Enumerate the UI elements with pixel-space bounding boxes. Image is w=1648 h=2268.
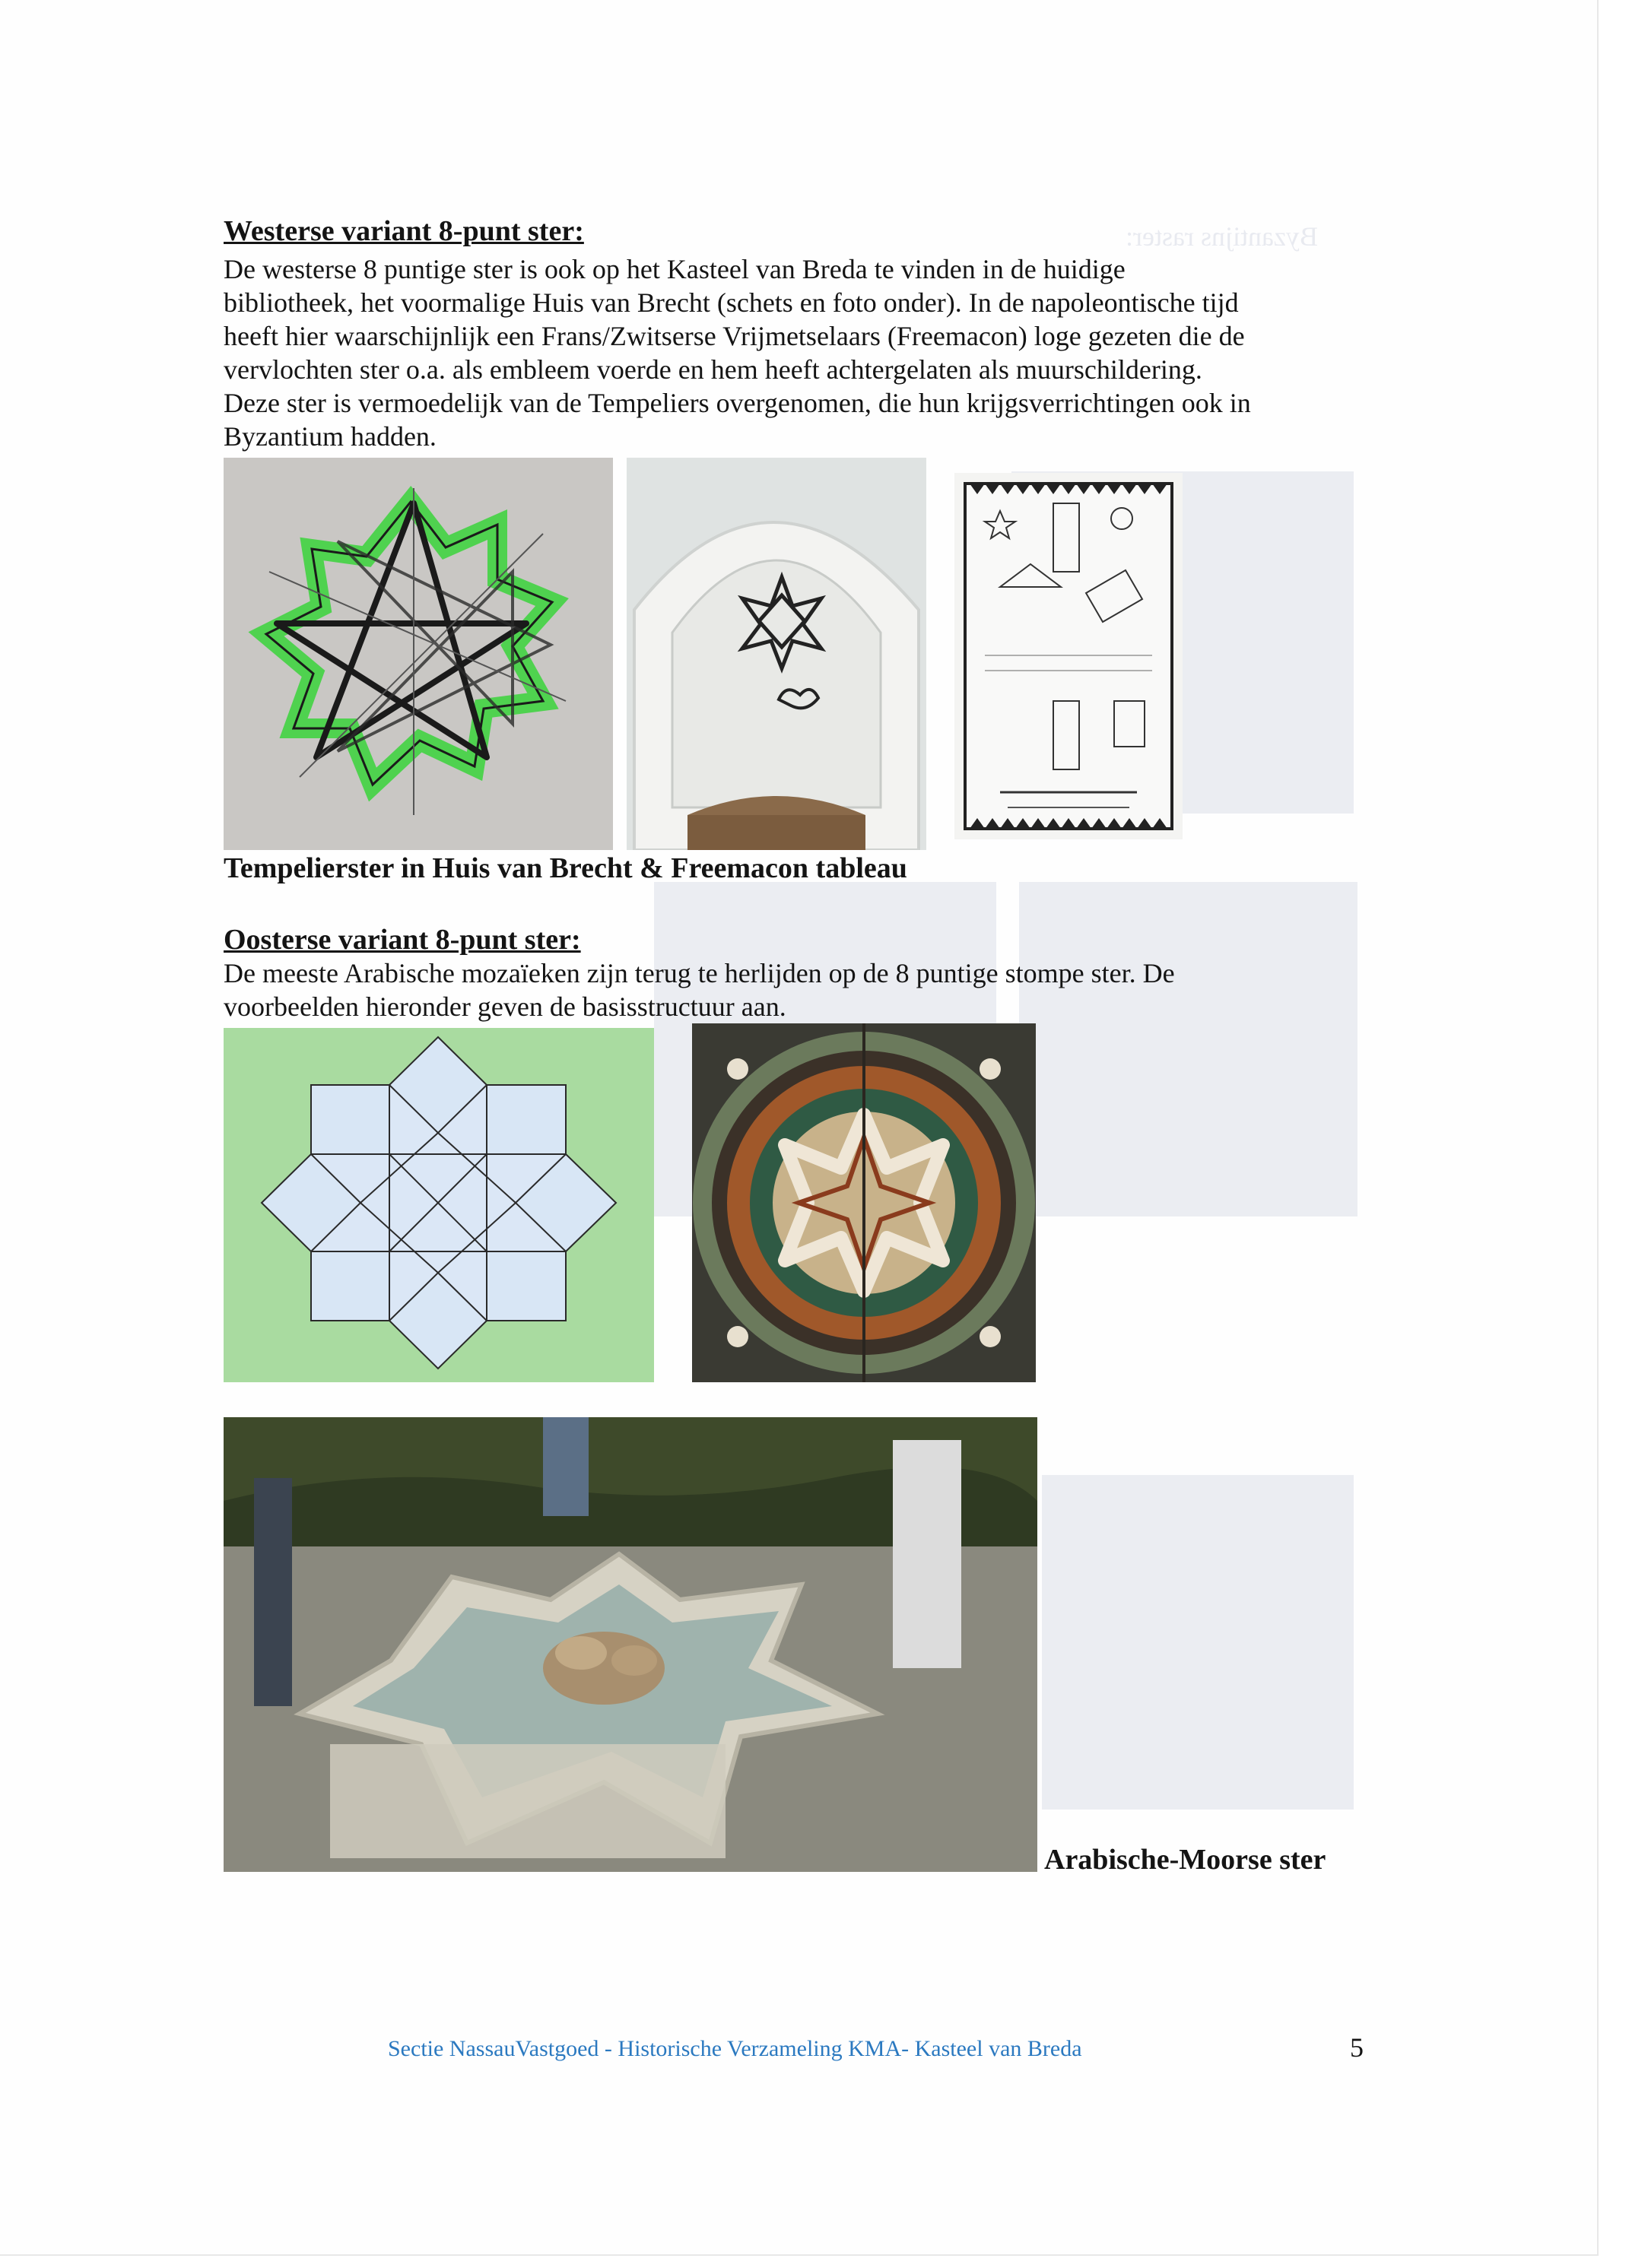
paragraph-line: De westerse 8 puntige ster is ook op het Kasteel van Breda te vinden in de huidige (224, 254, 1126, 284)
page-number: 5 (1350, 2032, 1364, 2063)
star-tile-diagram-image (224, 1028, 654, 1382)
section-heading-east: Oosterse variant 8-punt ster: (224, 924, 581, 956)
paragraph-line: Byzantium hadden. (224, 421, 437, 452)
section-heading-west: Westerse variant 8-punt ster: (224, 215, 584, 247)
bleed-through-image (1042, 1475, 1354, 1810)
paragraph-line: voorbeelden hieronder geven de basisstructuur aan. (224, 991, 786, 1022)
caption-templar: Tempelierster in Huis van Brecht & Freemacon tableau (224, 852, 907, 884)
freemason-tableau-image (954, 473, 1183, 839)
bleed-through-text: Byzantijns raster: (1126, 221, 1318, 252)
star-sketch-graphic (224, 458, 613, 850)
paragraph-line: heeft hier waarschijnlijk een Frans/Zwitserse Vrijmetselaars (Freemacon) loge gezeten die de (224, 321, 1245, 351)
paragraph-east (224, 956, 1364, 1023)
niche-graphic (627, 458, 926, 850)
caption-moorish: Arabische-Moorse ster (1044, 1844, 1326, 1876)
moorish-fountain-photo-image (224, 1417, 1037, 1872)
tile-diagram-graphic (224, 1028, 654, 1382)
bleed-through-image (1019, 882, 1357, 1216)
paragraph-line: bibliotheek, het voormalige Huis van Brecht (schets en foto onder). In de napoleontische tijd (224, 287, 1239, 318)
mosaic-tile-photo-image (692, 1023, 1036, 1382)
paragraph-line: De meeste Arabische mozaïeken zijn terug te herlijden op de 8 puntige stompe ster. De (224, 958, 1175, 988)
tableau-graphic (954, 473, 1183, 839)
paragraph-line: vervlochten ster o.a. als embleem voerde en hem heeft achtergelaten als muurschildering. (224, 354, 1202, 385)
fountain-graphic (224, 1417, 1037, 1872)
paragraph-line: Deze ster is vermoedelijk van de Tempeliers overgenomen, die hun krijgsverrichtingen ook in (224, 388, 1251, 418)
footer-text: Sectie NassauVastgoed - Historische Verzameling KMA- Kasteel van Breda (388, 2036, 1082, 2061)
paragraph-west (224, 252, 1364, 453)
niche-star-photo-image (627, 458, 926, 850)
templar-star-sketch-image (224, 458, 613, 850)
mosaic-graphic (692, 1023, 1036, 1382)
